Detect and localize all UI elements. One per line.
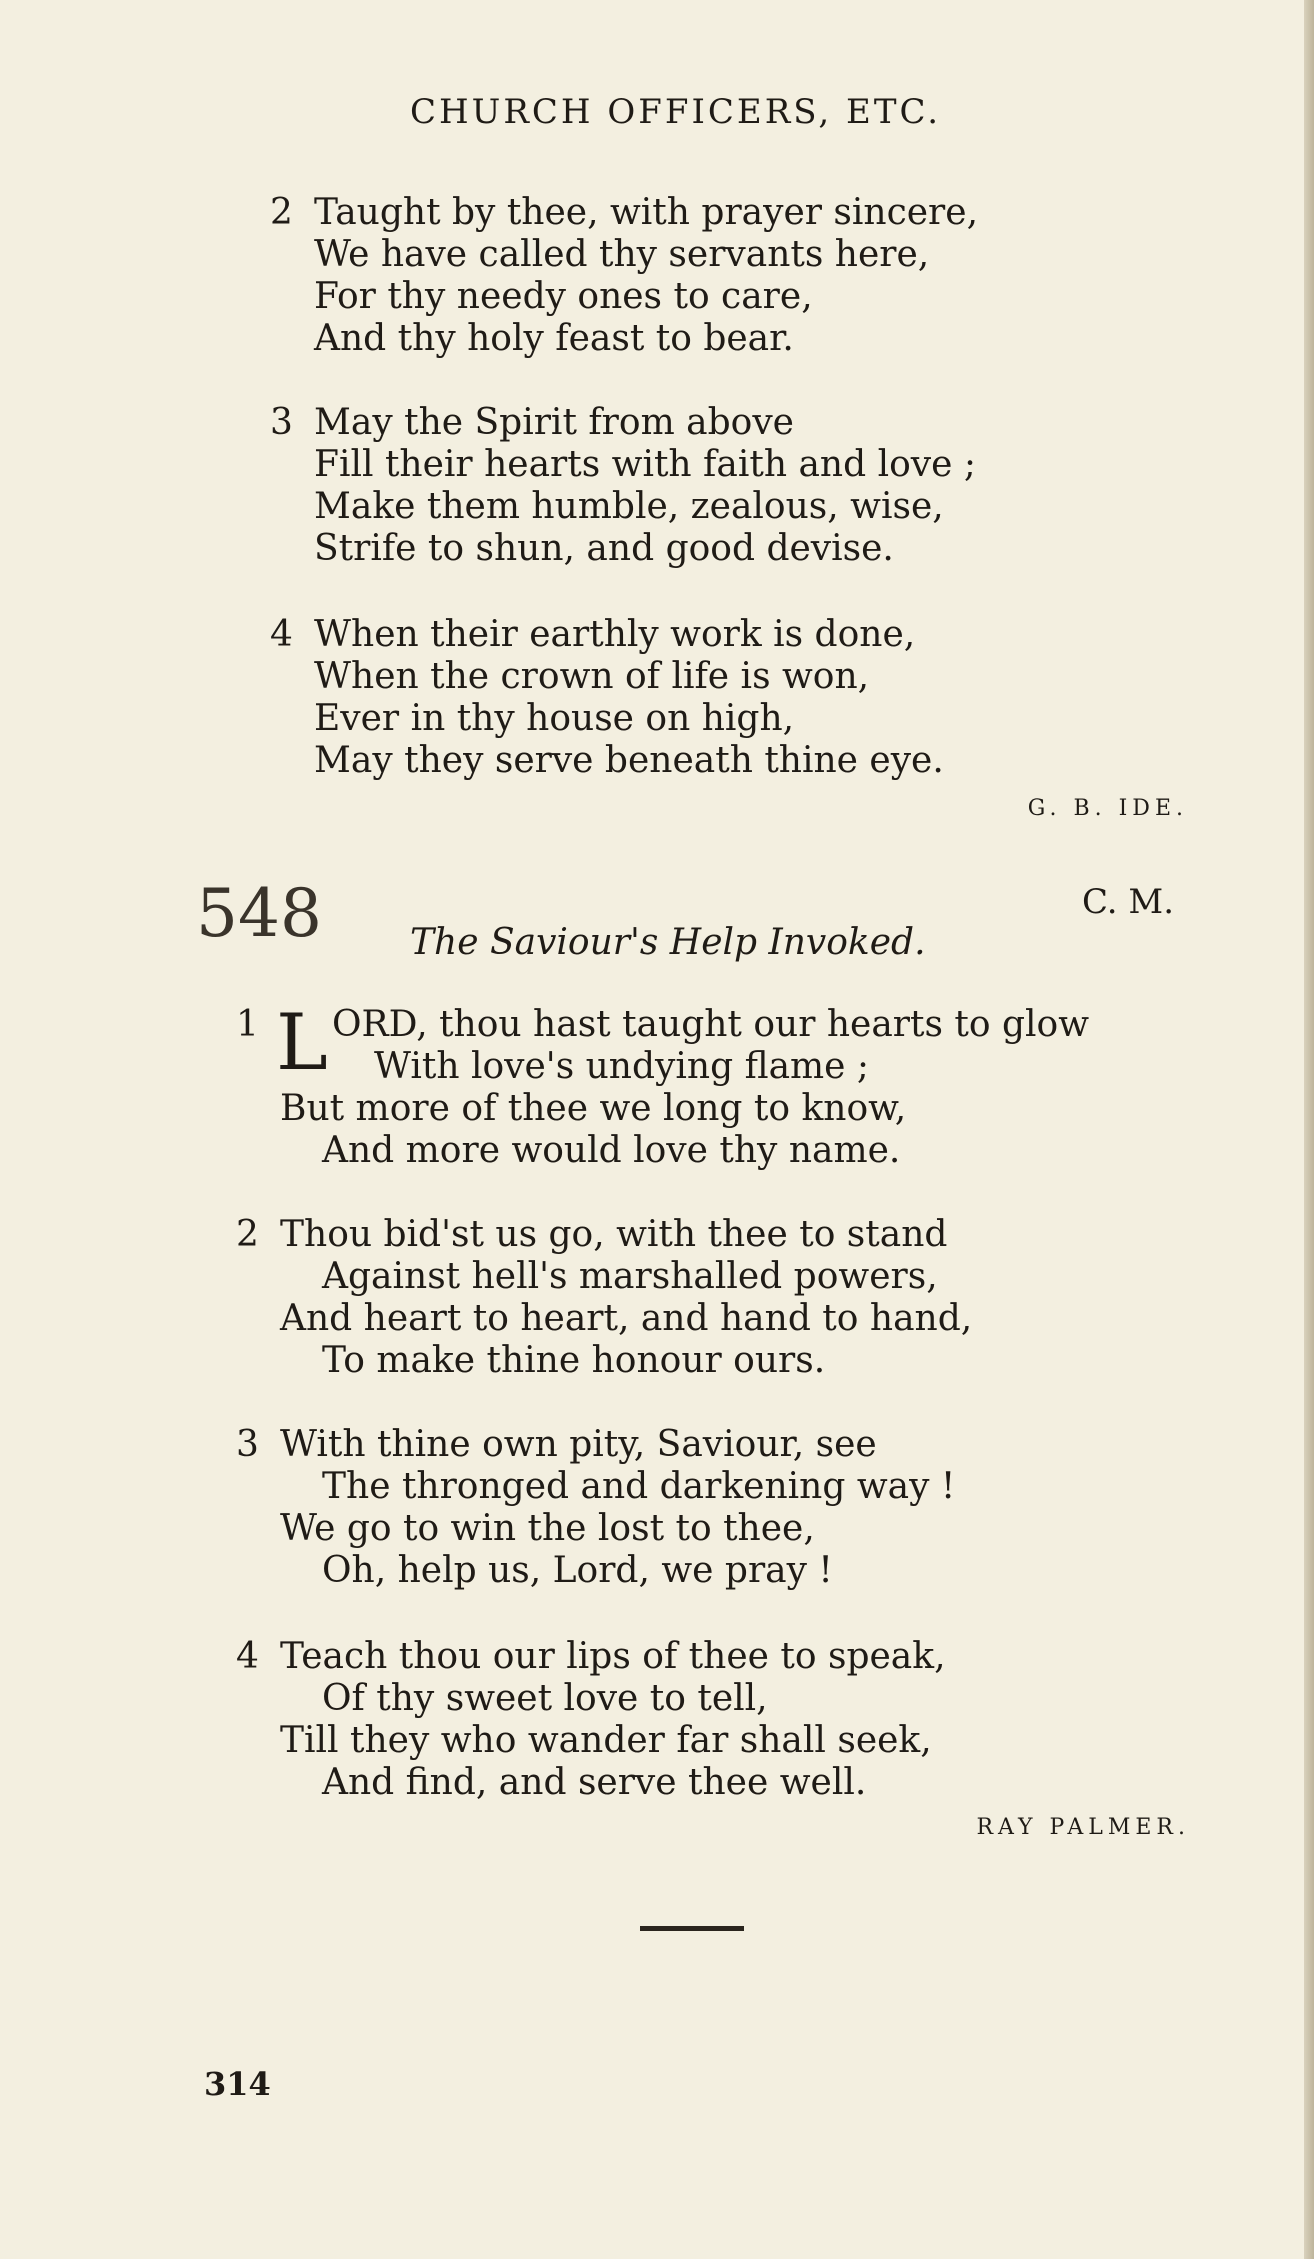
verse-line: And thy holy feast to bear.	[314, 318, 794, 359]
hymn-meter: C. M.	[1082, 882, 1175, 922]
verse-line: Strife to shun, and good devise.	[314, 528, 894, 569]
verse-line: The thronged and darkening way !	[322, 1466, 956, 1507]
stanza-number: 4	[236, 1636, 259, 1677]
verse-line: And find, and serve thee well.	[322, 1762, 867, 1803]
hymn-stanza-4	[236, 1636, 946, 1804]
verse-line: We have called thy servants here,	[314, 234, 930, 275]
stanza-number: 2	[236, 1214, 259, 1255]
verse-line: Make them humble, zealous, wise,	[314, 486, 944, 527]
verse-line: May they serve beneath thine eye.	[314, 740, 944, 781]
verse-line: Against hell's marshalled powers,	[322, 1256, 938, 1297]
hymn-number: 548	[196, 875, 322, 952]
verse-line: Teach thou our lips of thee to speak,	[280, 1636, 946, 1677]
verse-line: With thine own pity, Saviour, see	[280, 1424, 877, 1465]
running-header: CHURCH OFFICERS, ETC.	[410, 92, 942, 132]
verse-line: Till they who wander far shall seek,	[280, 1720, 932, 1761]
hymn-stanza-3	[236, 1424, 955, 1592]
prev-stanza-3	[270, 402, 976, 570]
stanza-number: 1	[236, 1004, 259, 1045]
page-edge	[1304, 0, 1314, 2259]
verse-line: When the crown of life is won,	[314, 656, 870, 697]
hymn-author: RAY PALMER.	[976, 1815, 1190, 1840]
verse-line: Taught by thee, with prayer sincere,	[314, 192, 979, 233]
verse-line: For thy needy ones to care,	[314, 276, 813, 317]
verse-line: To make thine honour ours.	[322, 1340, 826, 1381]
verse-line: Thou bid'st us go, with thee to stand	[280, 1214, 948, 1255]
verse-line: We go to win the lost to thee,	[280, 1508, 815, 1549]
verse-line: Of thy sweet love to tell,	[322, 1678, 768, 1719]
verse-line: But more of thee we long to know,	[280, 1088, 907, 1129]
prev-hymn-author: G. B. IDE.	[1027, 796, 1188, 821]
verse-line: With love's undying flame ;	[374, 1046, 870, 1087]
verse-line: And more would love thy name.	[322, 1130, 901, 1171]
verse-line: Fill their hearts with faith and love ;	[314, 444, 976, 485]
stanza-number: 4	[270, 614, 293, 655]
page-number: 314	[204, 2065, 271, 2103]
verse-line: Ever in thy house on high,	[314, 698, 795, 739]
stanza-number: 3	[270, 402, 293, 443]
hymn-stanza-1	[236, 998, 1090, 1172]
verse-line: And heart to heart, and hand to hand,	[280, 1298, 973, 1339]
end-rule	[640, 1926, 744, 1931]
prev-stanza-2	[270, 192, 978, 360]
hymn-stanza-2	[236, 1214, 972, 1382]
prev-stanza-4	[270, 614, 944, 782]
stanza-number: 2	[270, 192, 293, 233]
verse-line: ORD, thou hast taught our hearts to glow	[332, 1004, 1090, 1045]
verse-line: May the Spirit from above	[314, 402, 794, 443]
verse-line: Oh, help us, Lord, we pray !	[322, 1550, 833, 1591]
drop-cap: L	[276, 998, 328, 1088]
verse-line: When their earthly work is done,	[314, 614, 916, 655]
stanza-number: 3	[236, 1424, 259, 1465]
hymn-title: The Saviour's Help Invoked.	[410, 922, 926, 963]
